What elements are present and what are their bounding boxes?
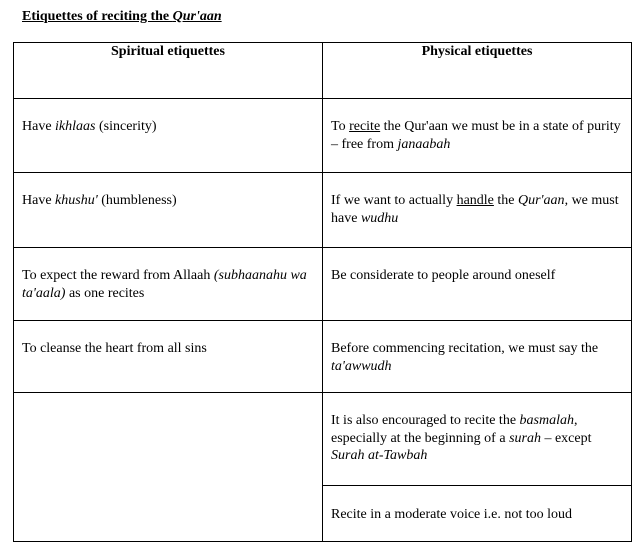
- table-row: [14, 248, 632, 321]
- spiritual-cell: [14, 173, 323, 248]
- cell-text: the: [493, 193, 518, 208]
- cell-text: Have: [22, 119, 56, 134]
- cell-underlined: recite: [349, 119, 381, 134]
- physical-cell: [323, 248, 632, 321]
- header-physical-label: Physical etiquettes: [421, 44, 533, 59]
- spiritual-cell: [14, 99, 323, 173]
- cell-term: janaabah: [397, 136, 451, 152]
- document-title: [22, 9, 222, 25]
- cell-text: To cleanse the heart from all sins: [22, 341, 207, 356]
- spiritual-cell: [14, 321, 323, 393]
- title-text: Etiquettes of reciting the: [22, 9, 173, 24]
- header-spiritual-label: Spiritual etiquettes: [111, 44, 225, 59]
- header-spiritual: [14, 43, 323, 99]
- spiritual-cell: [14, 248, 323, 321]
- cell-term: basmalah: [519, 413, 574, 428]
- cell-underlined: handle: [456, 193, 494, 208]
- physical-cell: [323, 393, 632, 486]
- cell-text: Have: [22, 193, 56, 208]
- cell-term: khushu': [55, 193, 98, 208]
- cell-text: It is also encouraged to recite the: [331, 413, 520, 428]
- table-header-row: [14, 43, 632, 99]
- cell-term: surah: [509, 430, 541, 446]
- cell-text: (sincerity): [95, 119, 157, 134]
- cell-text: Be considerate to people around oneself: [331, 268, 556, 283]
- cell-text: as one recites: [65, 285, 145, 301]
- cell-text: To expect the reward from Allaah: [22, 268, 214, 283]
- cell-term: ikhlaas: [55, 119, 96, 134]
- cell-text: To: [331, 119, 350, 134]
- cell-text: If we want to actually: [331, 193, 457, 208]
- cell-text: , we must have: [331, 193, 619, 226]
- table-row: [14, 321, 632, 393]
- cell-text: , especially at the beginning of a: [331, 413, 578, 446]
- cell-text: Recite in a moderate voice i.e. not too loud: [331, 507, 573, 522]
- table-row: [14, 393, 632, 486]
- physical-cell: [323, 321, 632, 393]
- table-row: [14, 99, 632, 173]
- etiquettes-table: [13, 42, 632, 542]
- cell-term: Qur'aan: [518, 193, 565, 208]
- spiritual-cell-empty: [14, 393, 323, 542]
- cell-term: ta'awwudh: [331, 358, 392, 374]
- cell-text: (humbleness): [97, 193, 177, 208]
- physical-cell: [323, 173, 632, 248]
- physical-cell: [323, 486, 632, 542]
- header-physical: [323, 43, 632, 99]
- cell-term: wudhu: [360, 210, 399, 226]
- cell-text: Before commencing recitation, we must say the: [331, 341, 599, 356]
- cell-text: – except: [540, 430, 592, 446]
- cell-term: Surah at-Tawbah: [331, 448, 428, 463]
- cell-text: the Qur'aan we must be in a state of purity – free from: [331, 119, 621, 152]
- physical-cell: [323, 99, 632, 173]
- cell-term: (subhaanahu wa ta'aala): [22, 268, 307, 301]
- title-quran: Qur'aan: [172, 9, 222, 24]
- table-row: [14, 173, 632, 248]
